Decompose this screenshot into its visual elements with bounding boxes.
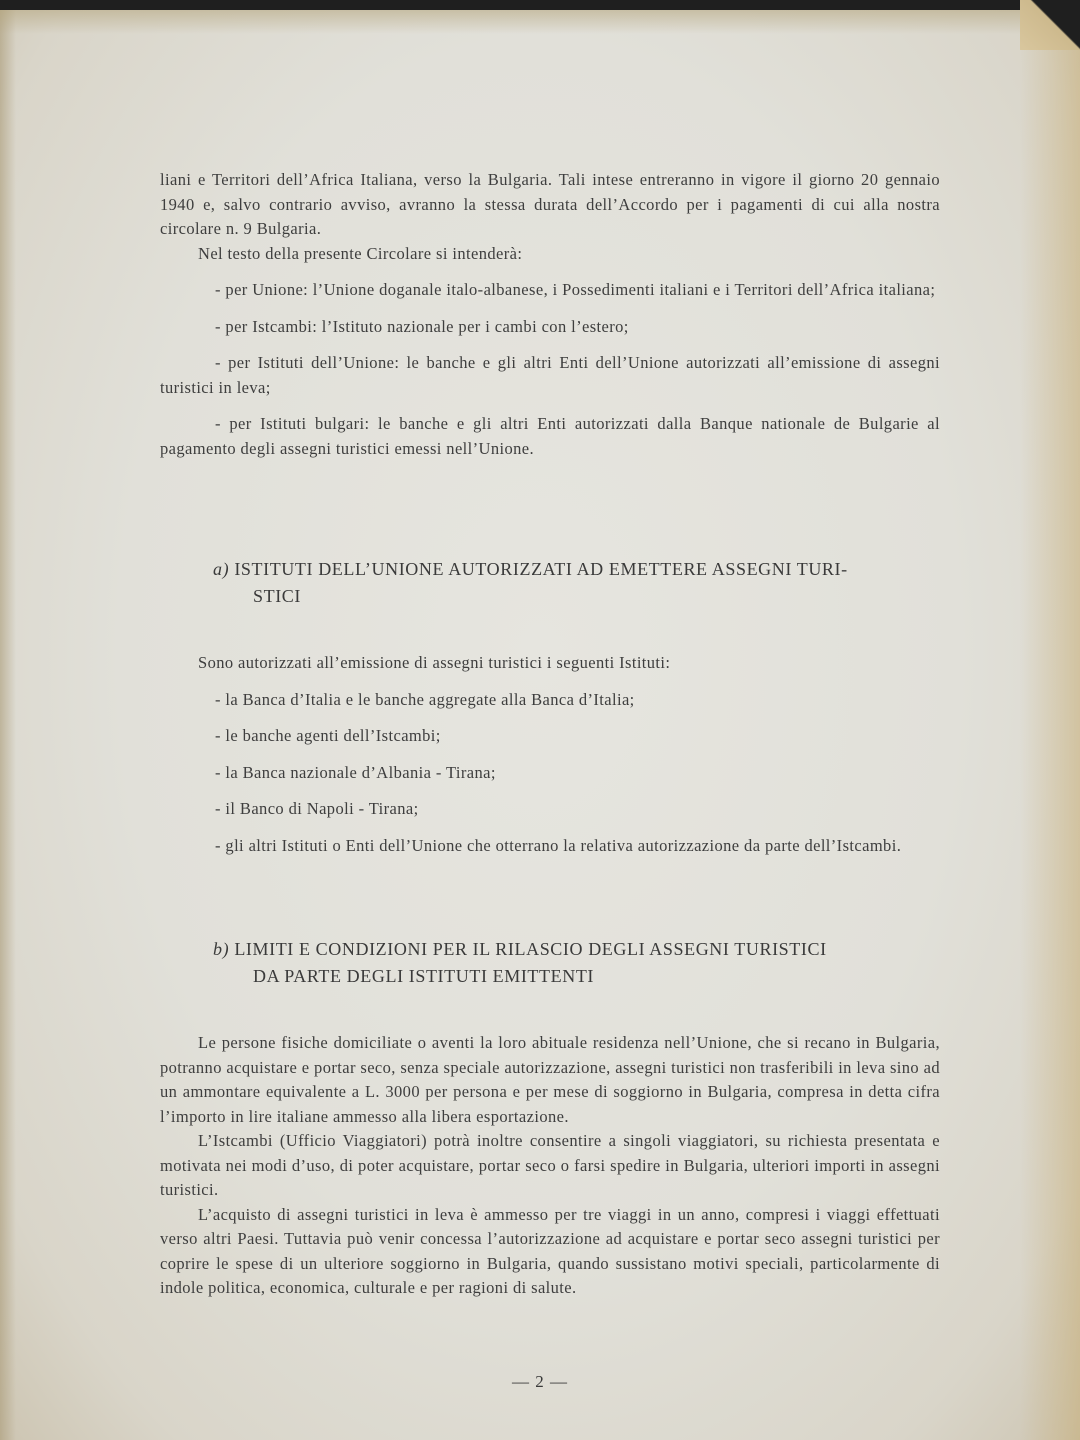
list-item: - il Banco di Napoli - Tirana; xyxy=(215,799,419,818)
section-b-title-line1: LIMITI E CONDIZIONI PER IL RILASCIO DEGLI ASSEGNI TURISTICI xyxy=(234,939,827,959)
section-a-title-line1: ISTITUTI DELL’UNIONE AUTORIZZATI AD EMETTERE ASSEGNI TURI- xyxy=(234,559,848,579)
page-shadow-top xyxy=(0,10,1080,34)
list-item: - la Banca nazionale d’Albania - Tirana; xyxy=(215,762,496,782)
section-a-letter: a) xyxy=(213,559,230,579)
page-yellowed-edge xyxy=(1020,10,1080,1440)
section-a-heading xyxy=(213,556,943,610)
section-b-title-line2: DA PARTE DEGLI ISTITUTI EMITTENTI xyxy=(253,966,595,986)
definition-istcambi: - per Istcambi: l’Istituto nazionale per i cambi con l’estero; xyxy=(215,316,629,336)
list-item: - le banche agenti dell’Istcambi; xyxy=(215,726,441,745)
section-b-letter: b) xyxy=(213,939,230,959)
folded-corner xyxy=(1020,0,1080,50)
intro-block xyxy=(160,168,940,461)
section-b-heading xyxy=(213,936,943,990)
page-number: — 2 — xyxy=(512,1372,568,1391)
definitions-intro: Nel testo della presente Circolare si intenderà: xyxy=(198,243,523,263)
section-b-body xyxy=(160,1031,940,1301)
section-b-paragraph: Le persone fisiche domiciliate o aventi la loro abituale residenza nell’Unione, che si recano in Bulgaria, potranno acquistare e portar seco, senza speciale autorizzazione, assegni turistici non trasferibili in leva sino ad un ammontare equivalente a L. 3000 per persona e per mese di soggiorno in Bulgaria, compresa in detta cifra l’importo in lire italiane ammesso alla libera esportazione. xyxy=(160,1033,940,1126)
list-item: - gli altri Istituti o Enti dell’Unione che otterrano la relativa autorizzazione da parte dell’Istcambi. xyxy=(215,835,902,855)
section-a-list xyxy=(160,651,940,858)
section-b-paragraph: L’Istcambi (Ufficio Viaggiatori) potrà inoltre consentire a singoli viaggiatori, su richiesta presentata e motivata nei modi d’uso, di poter acquistare, portar seco o farsi spedire in Bulgaria, ulteriori importi in assegni turistici. xyxy=(160,1131,940,1199)
intro-continuation: liani e Territori dell’Africa Italiana, verso la Bulgaria. Tali intese entreranno in vigore il giorno 20 gennaio 1940 e, salvo contrario avviso, avranno la stessa durata dell’Accordo per i pagamenti di cui alla nostra circolare n. 9 Bulgaria. xyxy=(160,170,940,238)
definition-unione: - per Unione: l’Unione doganale italo-albanese, i Possedimenti italiani e i Territori dell’Africa italiana; xyxy=(215,280,936,299)
section-a-lead: Sono autorizzati all’emissione di assegni turistici i seguenti Istituti: xyxy=(198,653,671,672)
list-item: - la Banca d’Italia e le banche aggregate alla Banca d’Italia; xyxy=(215,689,635,709)
section-b-paragraph: L’acquisto di assegni turistici in leva è ammesso per tre viaggi in un anno, compresi i viaggi effettuati verso altri Paesi. Tuttavia può venir concessa l’autorizzazione ad acquistare e portar seco assegni turistici per coprire le spese di un ulteriore soggiorno in Bulgaria, quando sussistano motivi speciali, particolarmente di indole politica, economica, culturale e per ragioni di salute. xyxy=(160,1204,940,1297)
section-a-title-line2: STICI xyxy=(253,586,301,606)
definition-istituti-unione: - per Istituti dell’Unione: le banche e gli altri Enti dell’Unione autorizzati all’emissione di assegni turistici in leva; xyxy=(160,353,940,397)
page-shadow-left xyxy=(0,10,16,1440)
definition-istituti-bulgari: - per Istituti bulgari: le banche e gli altri Enti autorizzati dalla Banque nationale de Bulgarie al pagamento degli assegni turistici emessi nell’Unione. xyxy=(160,414,940,458)
